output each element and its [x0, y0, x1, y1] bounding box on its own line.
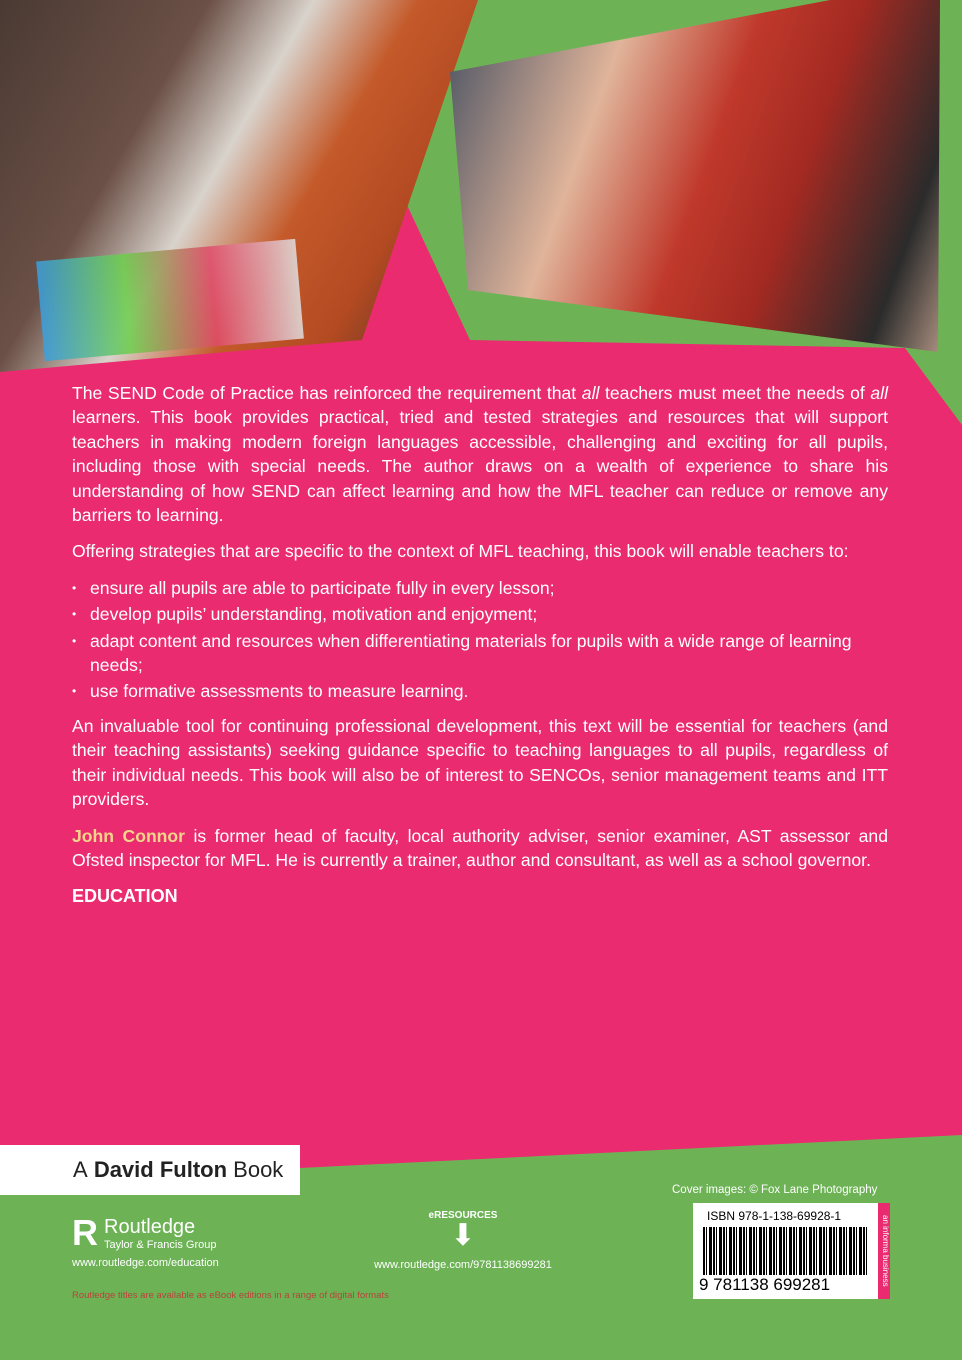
eresources-badge — [358, 1210, 568, 1271]
publisher-group: Taylor & Francis Group — [104, 1238, 217, 1251]
author-bio — [72, 824, 888, 873]
subject-category: EDUCATION — [72, 886, 178, 907]
list-item: • use formative assessments to measure learning. — [72, 679, 888, 703]
list-item: • ensure all pupils are able to participate fully in every lesson; — [72, 576, 888, 600]
barcode-digits: 9 781138 699281 — [699, 1275, 831, 1294]
publisher-url[interactable]: www.routledge.com/education — [72, 1257, 219, 1269]
blurb — [72, 381, 888, 909]
imprint-name: David Fulton — [93, 1157, 228, 1182]
eresources-label: eRESOURCES — [428, 1210, 498, 1221]
isbn: ISBN 978-1-138-69928-1 — [707, 1209, 842, 1223]
emphasis: all — [581, 383, 600, 403]
text: learners. This book provides practical, tried and tested strategies and resources that will support teachers in making modern foreign languages accessible, challenging and exciting for all pupils, including those with special needs. The author draws on a wealth of experience to share his understanding of how SEND can affect learning and how the MFL teacher can reduce or remove any barriers to learning. — [72, 407, 888, 526]
emphasis: all — [870, 383, 888, 403]
text: The SEND Code of Practice has reinforced the requirement that — [72, 383, 582, 403]
author-name: John Connor — [72, 825, 186, 846]
paragraph-2: Offering strategies that are specific to the context of MFL teaching, this book will enable teachers to: — [72, 541, 849, 562]
text: teachers must meet the needs of — [599, 383, 871, 403]
paragraph-1 — [72, 381, 888, 527]
bio-text: is former head of faculty, local authority adviser, senior examiner, AST assessor and Ofsted inspector for MFL. He is currently a trainer, author and consultant, as well as a school governor. — [72, 825, 888, 870]
barcode — [693, 1203, 878, 1299]
informa-label: an informa business — [878, 1203, 890, 1299]
list-item: • adapt content and resources when differentiating materials for pupils with a wide range of learning needs; — [72, 629, 888, 678]
imprint-banner — [0, 1145, 300, 1195]
imprint-prefix: A — [73, 1157, 88, 1182]
cover-photo-girl — [440, 0, 962, 360]
download-arrow-icon: ⬇ — [450, 1219, 476, 1252]
list-item: • develop pupils’ understanding, motivation and enjoyment; — [72, 602, 888, 626]
bullet-list — [72, 576, 888, 704]
eresources-url[interactable]: www.routledge.com/9781138699281 — [374, 1259, 552, 1271]
publisher-name: Routledge — [104, 1215, 196, 1238]
cover-credit: Cover images: © Fox Lane Photography — [672, 1184, 878, 1196]
routledge-r-icon: R — [72, 1212, 98, 1253]
barcode-bars — [703, 1227, 868, 1275]
publisher-logo — [72, 1212, 219, 1269]
ebook-note: Routledge titles are available as eBook editions in a range of digital formats — [72, 1290, 389, 1301]
imprint-suffix: Book — [233, 1157, 284, 1182]
paragraph-3: An invaluable tool for continuing professional development, this text will be essential for teachers (and their teaching assistants) seeking guidance specific to teaching languages to all pupils, regardless of their individual needs. This book will also be of interest to SENCOs, senior management teams and ITT providers. — [72, 715, 888, 810]
